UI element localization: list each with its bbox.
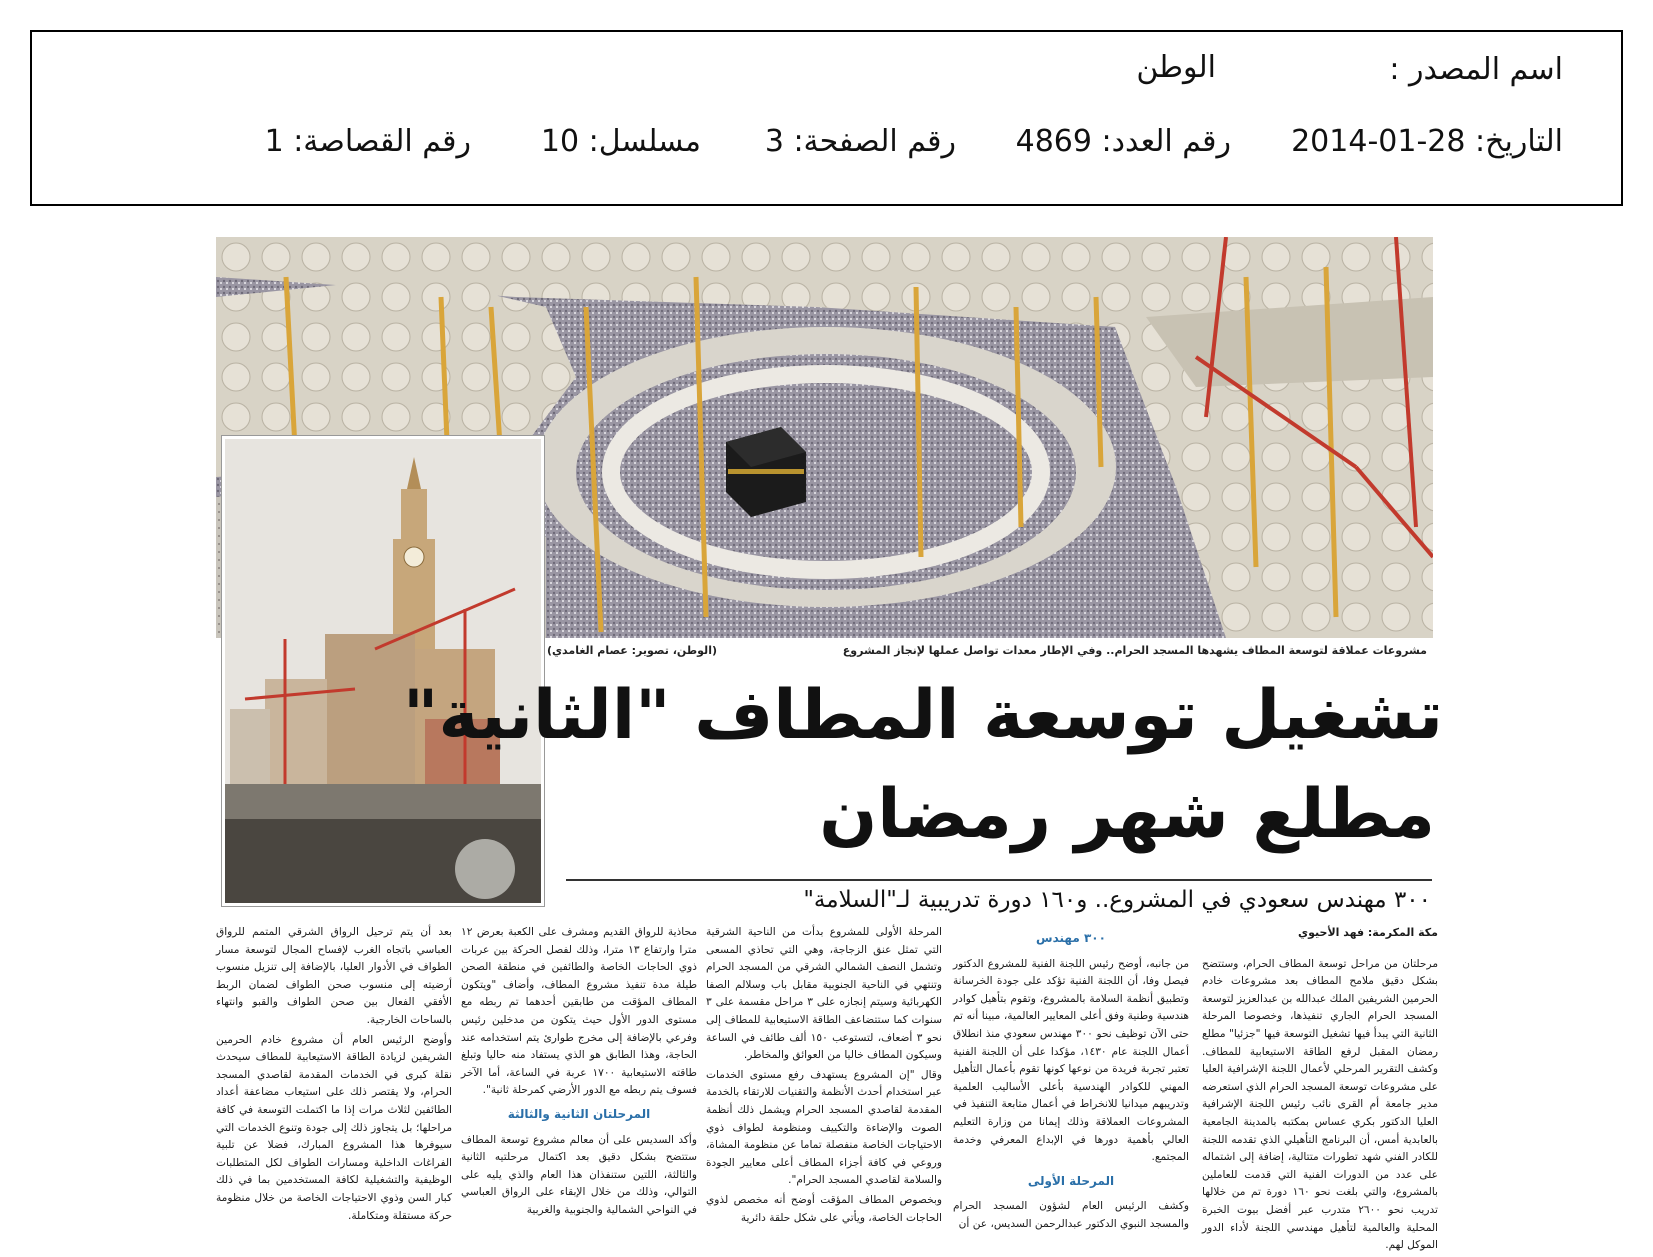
clock-tower-inset-photo <box>222 436 544 906</box>
date-field: التاريخ: 28-01-2014 <box>1291 124 1563 159</box>
article-column-5 <box>216 924 452 1227</box>
page-field: رقم الصفحة: 3 <box>764 124 956 159</box>
column-paragraph: وأكد السديس على أن معالم مشروع توسعة المطاف ستتضح بشكل دقيق بعد اكتمال مرحلتيه الثانية والثالثة، اللتين ستنفذان هذا العام والذي يليه على التوالي، وذلك من خلال الإبقاء على الرواق العباسي في النواحي الشمالية والجنوبية والغربية <box>461 1133 697 1216</box>
headline-line-1: تشغيل توسعة المطاف "الثانية" <box>403 676 1443 755</box>
column-paragraph: وبخصوص المطاف المؤقت أوضح أنه مخصص لذوي الحاجات الخاصة، ويأتي على شكل حلقة دائرية <box>706 1193 942 1224</box>
issue-field: رقم العدد: 4869 <box>1015 124 1231 159</box>
column-paragraph: وقال "إن المشروع يستهدف رفع مستوى الخدمات عبر استخدام أحدث الأنظمة والتقنيات للارتقاء بالخدمة المقدمة لقاصدي المسجد الحرام ويشمل ذلك أنظمة الصوت والإضاءة والتكييف ومنظومة لطواف ذوي الاحتياجات الخاصة منفصلة تماما عن منظومة المشاة، وروعي في كافة أجزاء المطاف أعلى معايير الجودة والسلامة لقاصدي المسجد الحرام". <box>706 1068 942 1187</box>
column-paragraph: من جانبه، أوضح رئيس اللجنة الفنية للمشروع الدكتور فيصل وفا، أن اللجنة الفنية تؤكد على جودة الخرسانة وتطبيق أنظمة السلامة بالمشروع، وتقوم بتأهيل كوادر هندسية وطنية وفق أعلى المعايير العالمية، مبينا أنه تم حتى الآن توظيف نحو ٣٠٠ مهندس سعودي منذ انطلاق أعمال اللجنة عام ١٤٣٠، مؤكدا على أن اللجنة الفنية تعتبر تجربة فريدة من نوعها كونها تقوم بأعمال التأهيل المهني للكوادر الهندسية بأعلى الأساليب العلمية وتدريبهم ميدانيا للانخراط في أعمال متابعة التنفيذ في المشروعات العملاقة وذلك إيمانا من وزارة التعليم العالي بأهمية دورها في الإبداع المعرفي وخدمة المجتمع. <box>953 957 1189 1164</box>
article-column-3 <box>706 924 942 1229</box>
section-heading-engineers: ٣٠٠ مهندس <box>1036 931 1106 945</box>
headline-line-2: مطلع شهر رمضان <box>819 775 1435 854</box>
column-paragraph: مرحلتان من مراحل توسعة المطاف الحرام، وستتضح بشكل دقيق ملامح المطاف بعد مشروعات خادم الحرمين الشريفين الملك عبدالله بن عبدالعزيز لتوسعة المسجد الحرام الجاري تنفيذها، وخصوصا المرحلة الثانية التي يبدأ فيها تشغيل التوسعة فيها "جزئيا" مطلع رمضان المقبل لرفع الطاقة الاستيعابية للمطاف. وكشف التقرير المرحلي لأعمال اللجنة الإشرافية العليا على مشروعات توسعة المسجد الحرام الذي استعرضه مدير جامعة أم القرى نائب رئيس اللجنة الإشرافية العليا الدكتور بكري عساس بمكتبه بالمدينة الجامعية بالعابدية أمس، أن البرنامج التأهيلي الذي تقدمه اللجنة للكادر الفني شهد تطورات متتالية، إضافة إلى اشتماله على عدد من الدورات الفنية التي قدمت للعاملين بالمشروع، والتي بلغت نحو ١٦٠ دورة تم من خلالها تدريب نحو ٢٦٠٠ متدرب عبر أفضل بيوت الخبرة المحلية والعالمية لتأهيل مهندسي اللجنة لأداء الدور الموكل لهم. <box>1202 957 1438 1252</box>
section-heading-phase-1: المرحلة الأولى <box>1027 1173 1115 1188</box>
photo-caption: مشروعات عملاقة لتوسعة المطاف يشهدها المسجد الحرام.. وفي الإطار معدات تواصل عملها لإنجاز المشروع <box>842 644 1427 657</box>
column-paragraph: المرحلة الأولى للمشروع بدأت من الناحية الشرقية التي تمثل عنق الزجاجة، وهي التي تحاذي المسعى وتشمل النصف الشمالي الشرقي من المسجد الحرام وتنتهي في الناحية الجنوبية مقابل باب وسلالم الصفا الكهربائية وسيتم إنجازه على ٣ مراحل مقسمة على ٣ سنوات كما ستتضاعف الطاقة الاستيعابية للمطاف إلى نحو ٣ أضعاف، لتستوعب ١٥٠ ألف طائف في الساعة وسيكون المطاف خاليا من العوائق والمخاطر. <box>706 926 942 1062</box>
source-info-box <box>30 30 1623 206</box>
article-column-2 <box>953 924 1189 1236</box>
column-paragraph: وكشف الرئيس العام لشؤون المسجد الحرام والمسجد النبوي الدكتور عبدالرحمن السديس، عن أن <box>953 1200 1189 1230</box>
column-paragraph: وأوضح الرئيس العام أن مشروع خادم الحرمين الشريفين لزيادة الطاقة الاستيعابية للمطاف سيحدث نقلة كبرى في الخدمات المقدمة لقاصدي المسجد الحرام، ولا يقتصر ذلك على استيعاب مضاعفة أعداد الطائفين لثلاث مرات إذا ما اكتملت التوسعة في كافة مراحلها؛ بل يتجاوز ذلك إلى جودة وتنوع الخدمات التي سيوفرها هذا المشروع المبارك، فضلا عن تلبية الفراغات الداخلية ومسارات الطواف لكل المتطلبات الوظيفية والتشغيلية لكافة المستخدمين بما في ذلك كبار السن وذوي الاحتياجات الخاصة من خلال منظومة حركة مستقلة ومتكاملة. <box>216 1033 452 1222</box>
source-value: الوطن <box>1136 50 1216 85</box>
section-heading-phase-2-3: المرحلتان الثانية والثالثة <box>507 1106 651 1121</box>
source-label: اسم المصدر : <box>1389 52 1563 87</box>
serial-field: مسلسل: 10 <box>540 124 701 159</box>
headline-divider <box>566 879 1432 881</box>
clipping-field: رقم القصاصة: 1 <box>264 124 471 159</box>
sub-headline: ٣٠٠ مهندس سعودي في المشروع.. و١٦٠ دورة تدريبية لـ"السلامة" <box>803 887 1431 913</box>
article-column-1 <box>1202 924 1438 1257</box>
column-paragraph: محاذية للرواق القديم ومشرف على الكعبة بعرض ١٢ مترا وارتفاع ١٣ مترا، وذلك لفصل الحركة بين عربات ذوي الحاجات الخاصة والطائفين في منطقة الصحن طيلة مدة تنفيذ مشروع المطاف، وأضاف "ويتكون المطاف المؤقت من طابقين أحدهما تم ربطه مع مستوى الدور الأول حيث يتكون من مدخلين رئيس وفرعي بالإضافة إلى مخرج طوارئ يتم استخدامه عند الحاجة، وهذا الطابق هو الذي يستفاد منه حاليا وتبلغ طاقته الاستيعابية ١٧٠٠ عربة في الساعة، أما الآخر فسوف يتم ربطه مع الدور الأرضي كمرحلة ثانية". <box>461 926 697 1097</box>
article-column-4 <box>461 924 697 1222</box>
column-paragraph: بعد أن يتم ترحيل الرواق الشرقي المتمم للرواق العباسي باتجاه الغرب لإفساح المجال لتوسعة مسار الطواف في الأدوار العليا، بالإضافة إلى تنزيل منسوب أرضيته إلى منسوب صحن الطواف لضمان الربط الأفقي الفعال بين صحن الطواف والقبو وانتهاء بالساحات الخارجية. <box>216 926 452 1026</box>
byline: مكة المكرمة: فهد الأحيوي <box>1298 926 1438 939</box>
photo-credit: (الوطن، تصوير: عصام الغامدي) <box>546 644 717 657</box>
